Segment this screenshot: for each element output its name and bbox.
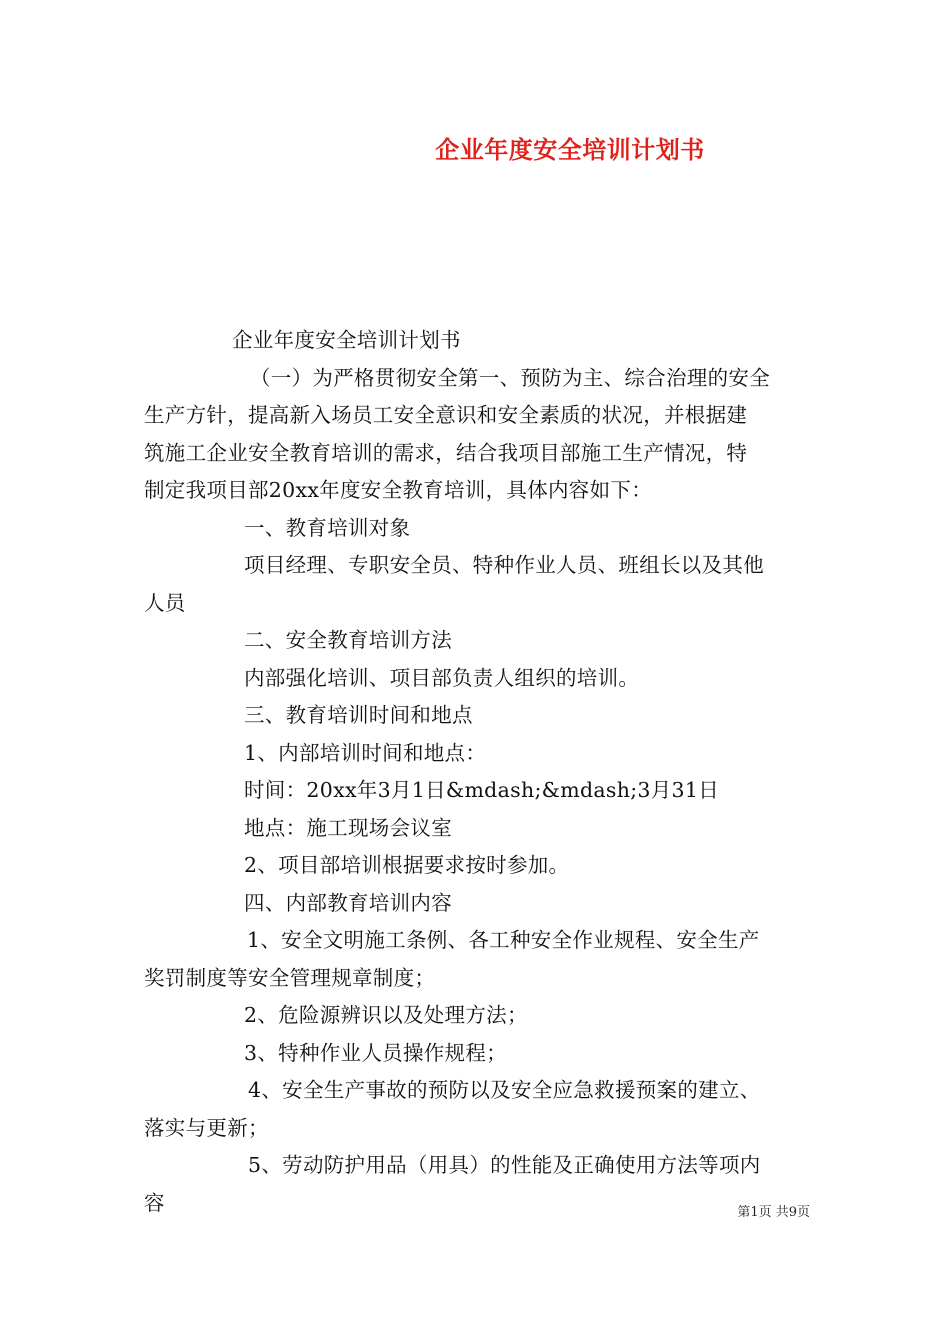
- document-body: [144, 322, 810, 1222]
- paragraph-line: 生产方针，提高新入场员工安全意识和安全素质的状况，并根据建: [144, 403, 748, 427]
- paragraph-line: 制定我项目部20xx年度安全教育培训，具体内容如下：: [144, 478, 653, 502]
- list-item: 1、内部培训时间和地点：: [244, 740, 487, 765]
- list-item: 2、危险源辨识以及处理方法；: [244, 1003, 528, 1027]
- section-heading: 三、教育培训时间和地点: [244, 703, 473, 727]
- paragraph-line: （一）为严格贯彻安全第一、预防为主、综合治理的安全: [250, 365, 770, 390]
- section-heading: 四、内部教育培训内容: [244, 890, 452, 915]
- paragraph-line: 时间：20xx年3月1日&mdash;&mdash;3月31日: [244, 778, 720, 802]
- document-title: 企业年度安全培训计划书: [435, 135, 705, 164]
- section-heading: 一、教育培训对象: [244, 515, 411, 540]
- paragraph-line: 人员: [144, 590, 186, 615]
- paragraph-line: 项目经理、专职安全员、特种作业人员、班组长以及其他: [244, 553, 764, 577]
- list-item: 3、特种作业人员操作规程；: [244, 1040, 507, 1065]
- body-heading: 企业年度安全培训计划书: [232, 328, 461, 352]
- page-number: 第1页 共9页: [737, 1205, 810, 1220]
- paragraph-line: 筑施工企业安全教育培训的需求，结合我项目部施工生产情况，特: [144, 440, 748, 465]
- paragraph-line: 地点：施工现场会议室: [244, 815, 452, 840]
- paragraph-line: 容: [144, 1190, 165, 1215]
- list-item: 5、劳动防护用品（用具）的性能及正确使用方法等项内: [248, 1153, 761, 1177]
- section-heading: 二、安全教育培训方法: [244, 628, 452, 652]
- paragraph-line: 内部强化培训、项目部负责人组织的培训。: [244, 665, 640, 690]
- list-item: 2、项目部培训根据要求按时参加。: [244, 853, 570, 877]
- paragraph-line: 落实与更新；: [144, 1115, 269, 1140]
- list-item: 4、安全生产事故的预防以及安全应急救援预案的建立、: [248, 1078, 761, 1102]
- list-item: 1、安全文明施工条例、各工种安全作业规程、安全生产: [247, 928, 760, 952]
- paragraph-line: 奖罚制度等安全管理规章制度；: [144, 965, 436, 990]
